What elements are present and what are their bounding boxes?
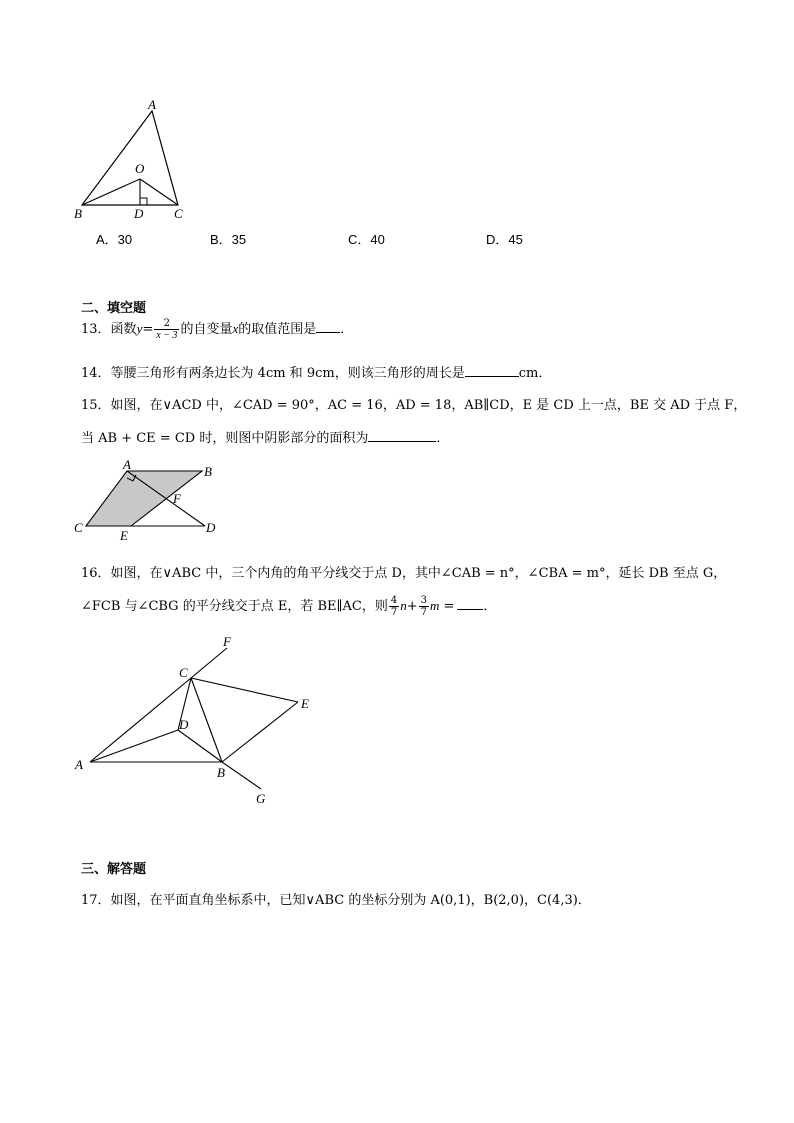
- label-c: C: [174, 206, 183, 221]
- choice-b: [210, 229, 246, 248]
- q14-end: ．: [538, 366, 552, 381]
- choice-letter: A．: [96, 232, 118, 247]
- choice-value: 30: [117, 232, 133, 247]
- label-b: B: [74, 206, 82, 221]
- label-a: A: [148, 97, 156, 112]
- label-b: B: [217, 765, 225, 780]
- question-16-line-2: [81, 595, 496, 618]
- choice-letter: D．: [486, 232, 509, 247]
- choice-letter: C．: [348, 232, 371, 247]
- question-16-line-1: 16．如图，在∨ABC 中，三个内角的角平分线交于点 D，其中∠CAB = n°，∠CBA = m°，延长 DB 至点 G，: [81, 566, 727, 581]
- label-b: B: [204, 464, 212, 479]
- q16-fraction-2: [419, 595, 429, 618]
- q13-frac-den: x − 3: [156, 330, 178, 341]
- q14-text: 14．等腰三角形有两条边长为 4cm 和 9cm，则该三角形的周长是: [81, 366, 465, 381]
- q13-eq: =: [142, 322, 154, 337]
- label-o: O: [135, 161, 145, 176]
- question-17: 17．如图，在平面直角坐标系中，已知∨ABC 的坐标分别为 A(0,1)，B(2,0)，C(4,3)．: [81, 893, 591, 908]
- q16-f2-den: 7: [420, 607, 427, 618]
- q16-f1-den: 7: [390, 607, 398, 618]
- q16-fraction-1: [389, 595, 399, 618]
- q13-fraction: [154, 318, 179, 341]
- choice-d: [486, 229, 523, 248]
- q15-line2-text: 当 AB + CE = CD 时，则图中阴影部分的面积为: [81, 431, 369, 446]
- choice-c: [348, 229, 385, 248]
- q16-end: ．: [483, 599, 497, 614]
- q13-number: 13．: [81, 322, 111, 337]
- choice-value: 45: [508, 232, 523, 247]
- choice-a: [96, 229, 132, 248]
- q16-n: n: [400, 598, 407, 613]
- choice-value: 40: [370, 232, 385, 247]
- angle-bisector-figure-q16: [70, 628, 330, 813]
- q15-end: ．: [436, 431, 450, 446]
- q13-end: ．: [340, 322, 354, 337]
- label-e: E: [301, 696, 309, 711]
- question-15-line-1: 15．如图，在∨ACD 中，∠CAD = 90°，AC = 16，AD = 18，AB∥CD，E 是 CD 上一点，BE 交 AD 于点 F，: [81, 398, 747, 413]
- q16-f2-num: 3: [420, 595, 427, 606]
- choice-letter: B．: [210, 232, 232, 247]
- label-d: D: [179, 717, 189, 732]
- question-14: [81, 362, 551, 381]
- triangle-figure-q12: [70, 95, 200, 225]
- question-15-line-2: [81, 427, 449, 446]
- section-heading-fill-blank: 二、填空题: [81, 300, 147, 315]
- q14-answer-blank[interactable]: [465, 365, 519, 377]
- label-g: G: [256, 791, 266, 806]
- q16-plus: +: [406, 599, 418, 614]
- q16-line2-text: ∠FCB 与∠CBG 的平分线交于点 E，若 BE∥AC，则: [81, 599, 388, 614]
- q16-eq: =: [439, 599, 455, 614]
- q13-y: y: [136, 321, 143, 336]
- q13-x: x: [232, 321, 239, 336]
- q13-post: 的取值范围是: [238, 322, 317, 337]
- question-13: [81, 318, 353, 341]
- section-heading-solutions: 三、解答题: [81, 861, 147, 876]
- q13-frac-num: 2: [154, 318, 179, 330]
- label-a: A: [75, 757, 83, 772]
- shaded-figure-q15: [70, 456, 230, 546]
- label-c: C: [74, 520, 83, 535]
- label-f: F: [223, 634, 231, 649]
- q16-answer-blank[interactable]: [457, 598, 483, 610]
- q14-unit: cm: [518, 366, 539, 381]
- q16-m: m: [430, 598, 440, 613]
- label-f: F: [173, 491, 181, 506]
- label-a: A: [123, 457, 131, 472]
- q16-f1-num: 4: [390, 595, 398, 606]
- q13-answer-blank[interactable]: [316, 321, 340, 333]
- label-c: C: [179, 665, 188, 680]
- q13-mid: 的自变量: [180, 322, 233, 337]
- q15-answer-blank[interactable]: [368, 430, 436, 442]
- label-e: E: [120, 528, 128, 543]
- label-d: D: [206, 520, 216, 535]
- choice-value: 35: [231, 232, 247, 247]
- label-d: D: [134, 206, 144, 221]
- q13-pre: 函数: [110, 322, 137, 337]
